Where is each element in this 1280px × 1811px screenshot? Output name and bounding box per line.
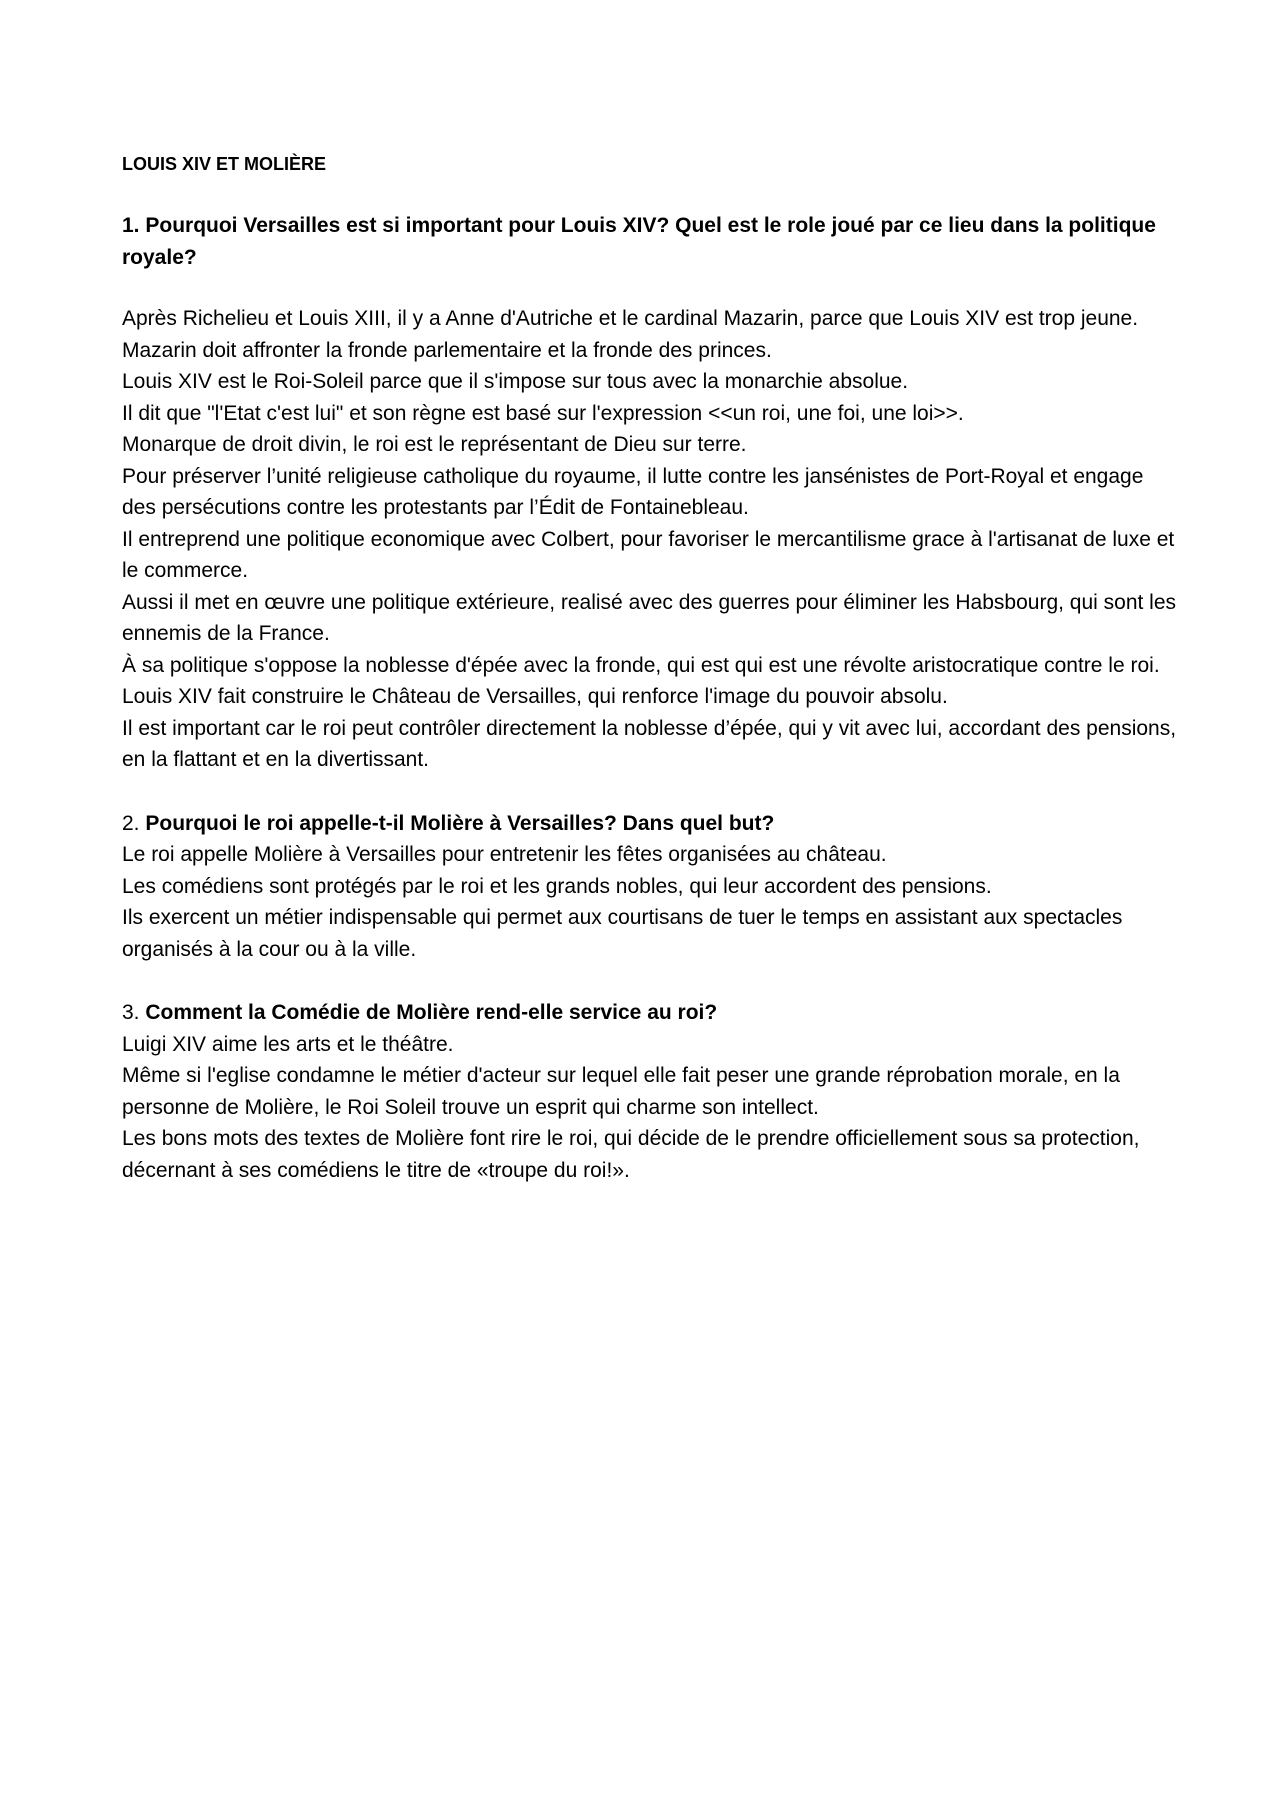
- section-1-number: 1.: [122, 214, 140, 237]
- section-3-question-text: Comment la Comédie de Molière rend-elle service au roi?: [145, 1001, 718, 1024]
- section-2-line-2: Les comédiens sont protégés par le roi et les grands nobles, qui leur accordent des pensions.: [122, 874, 992, 898]
- section-2-line-1: Le roi appelle Molière à Versailles pour entretenir les fêtes organisées au château.: [122, 843, 887, 866]
- section-2-line-3: Ils exercent un métier indispensable qui permet aux courtisans de tuer le temps en assistant aux spectacles organisés à la cour ou à la ville.: [122, 906, 1123, 961]
- section-1-line-9: À sa politique s'oppose la noblesse d'épée avec la fronde, qui est qui est une révolte aristocratique contre le roi.: [122, 653, 1160, 677]
- section-2-question: [122, 808, 1182, 840]
- section-spacer: [122, 965, 1182, 997]
- section-2: [122, 808, 1182, 966]
- section-1-question-text: Pourquoi Versailles est si important pour Louis XIV? Quel est le role joué par ce lieu dans la politique royale?: [122, 214, 1156, 269]
- document-page: [122, 150, 1182, 1186]
- section-2-question-text: Pourquoi le roi appelle-t-il Molière à Versailles? Dans quel but?: [145, 811, 775, 835]
- document-title: LOUIS XIV ET MOLIÈRE: [122, 154, 327, 174]
- section-3-number: 3.: [122, 1001, 140, 1024]
- section-1-line-8: Aussi il met en œuvre une politique extérieure, realisé avec des guerres pour éliminer les Habsbourg, qui sont les ennemis de la France.: [122, 590, 1177, 645]
- section-1-line-11: Il est important car le roi peut contrôler directement la noblesse d’épée, qui y vit avec lui, accordant des pensions, en la flattant et en la divertissant.: [122, 716, 1177, 771]
- section-spacer: [122, 776, 1182, 808]
- section-1-line-2: Mazarin doit affronter la fronde parlementaire et la fronde des princes.: [122, 338, 772, 362]
- section-1-line-10: Louis XIV fait construire le Château de Versailles, qui renforce l'image du pouvoir absolu.: [122, 685, 948, 708]
- section-1-line-4: Il dit que "l'Etat c'est lui" et son règne est basé sur l'expression <<un roi, une foi, une loi>>.: [122, 401, 964, 425]
- section-2-number: 2.: [122, 811, 140, 835]
- section-1-line-5: Monarque de droit divin, le roi est le représentant de Dieu sur terre.: [122, 433, 747, 456]
- section-1-line-7: Il entreprend une politique economique avec Colbert, pour favoriser le mercantilisme grace à l'artisanat de luxe et le commerce.: [122, 527, 1175, 582]
- section-3-line-3: Les bons mots des textes de Molière font rire le roi, qui décide de le prendre officiellement sous sa protection, décernant à ses comédiens le titre de «troupe du roi!».: [122, 1127, 1140, 1182]
- section-1: [122, 210, 1182, 776]
- section-1-line-6: Pour préserver l’unité religieuse catholique du royaume, il lutte contre les jansénistes de Port-Royal et engage des persécutions contre les protestants par l’Édit de Fontainebleau.: [122, 464, 1144, 519]
- section-3-question: [122, 997, 1182, 1029]
- section-3-line-1: Luigi XIV aime les arts et le théâtre.: [122, 1032, 454, 1056]
- section-1-question: [122, 210, 1182, 273]
- section-3: [122, 997, 1182, 1186]
- section-1-line-1: Après Richelieu et Louis XIII, il y a Anne d'Autriche et le cardinal Mazarin, parce que Louis XIV est trop jeune.: [122, 307, 1139, 330]
- section-3-line-2: Même si l'eglise condamne le métier d'acteur sur lequel elle fait peser une grande réprobation morale, en la personne de Molière, le Roi Soleil trouve un esprit qui charme son intellect.: [122, 1064, 1120, 1119]
- section-1-line-3: Louis XIV est le Roi-Soleil parce que il s'impose sur tous avec la monarchie absolue.: [122, 370, 909, 393]
